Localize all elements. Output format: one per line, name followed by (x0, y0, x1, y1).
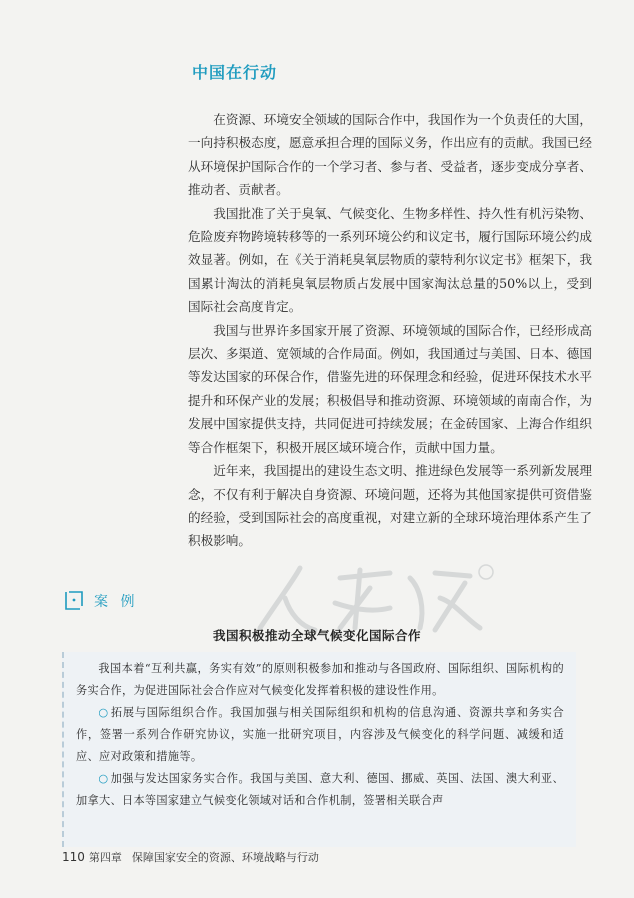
page-number: 110 (62, 850, 85, 864)
paragraph: 我国批准了关于臭氧、气候变化、生物多样性、持久性有机污染物、危险废弃物跨境转移等的一系列环境公约和议定书，履行国际环境公约成效显著。例如，在《关于消耗臭氧层物质的蒙特利尔议定书》框架下，我国累计淘汰的消耗臭氧层物质占发展中国家淘汰总量的50%以上，受到国际社会高度肯定。 (188, 205, 592, 315)
case-bullet-text: 加强与发达国家务实合作。我国与美国、意大利、德国、挪威、英国、法国、澳大利亚、加拿大、日本等国家建立气候变化领域对话和合作机制，签署相关联合声 (76, 772, 565, 807)
paragraph: 在资源、环境安全领域的国际合作中，我国作为一个负责任的大国，一向持积极态度，愿意承担合理的国际义务，作出应有的贡献。我国已经从环境保护国际合作的一个学习者、参与者、受益者，逐步变成分享者、推动者、贡献者。 (188, 112, 592, 198)
bullet-circle-icon: ○ (98, 772, 109, 785)
case-bullet (76, 768, 564, 812)
page-footer (62, 849, 319, 865)
case-bullet-text: 拓展与国际组织合作。我国加强与相关国际组织和机构的信息沟通、资源共享和务实合作，签署一系列合作研究协议，实施一批研究项目，内容涉及气候变化的科学问题、减缓和适应、应对政策和措施等。 (76, 706, 565, 763)
case-title: 我国积极推动全球气候变化国际合作 (212, 628, 421, 643)
main-text (188, 108, 592, 553)
chapter-title: 保障国家安全的资源、环境战略与行动 (131, 851, 319, 864)
section-title: 中国在行动 (192, 63, 278, 82)
case-book-icon (62, 589, 86, 613)
case-box (62, 652, 576, 847)
bullet-circle-icon: ○ (98, 706, 109, 719)
chapter-number: 第四章 (88, 851, 122, 864)
case-header (62, 588, 138, 614)
paragraph: 近年来，我国提出的建设生态文明、推进绿色发展等一系列新发展理念，不仅有利于解决自身资源、环境问题，还将为其他国家提供可资借鉴的经验，受到国际社会的高度重视，对建立新的全球环境治理体系产生了积极影响。 (188, 463, 592, 549)
case-bullet (76, 702, 564, 768)
paragraph: 我国与世界许多国家开展了资源、环境领域的国际合作，已经形成高层次、多渠道、宽领域的合作局面。例如，我国通过与美国、日本、德国等发达国家的环保合作，借鉴先进的环保理念和经验，促进环保技术水平提升和环保产业的发展；积极倡导和推动资源、环境领域的南南合作，为发展中国家提供支持，共同促进可持续发展；在金砖国家、上海合作组织等合作框架下，积极开展区域环境合作，贡献中国力量。 (188, 322, 592, 455)
case-intro: 我国本着“互利共赢，务实有效”的原则积极参加和推动与各国政府、国际组织、国际机构的务实合作，为促进国际社会合作应对气候变化发挥着积极的建设性作用。 (76, 662, 564, 697)
case-label: 案 例 (94, 594, 139, 610)
